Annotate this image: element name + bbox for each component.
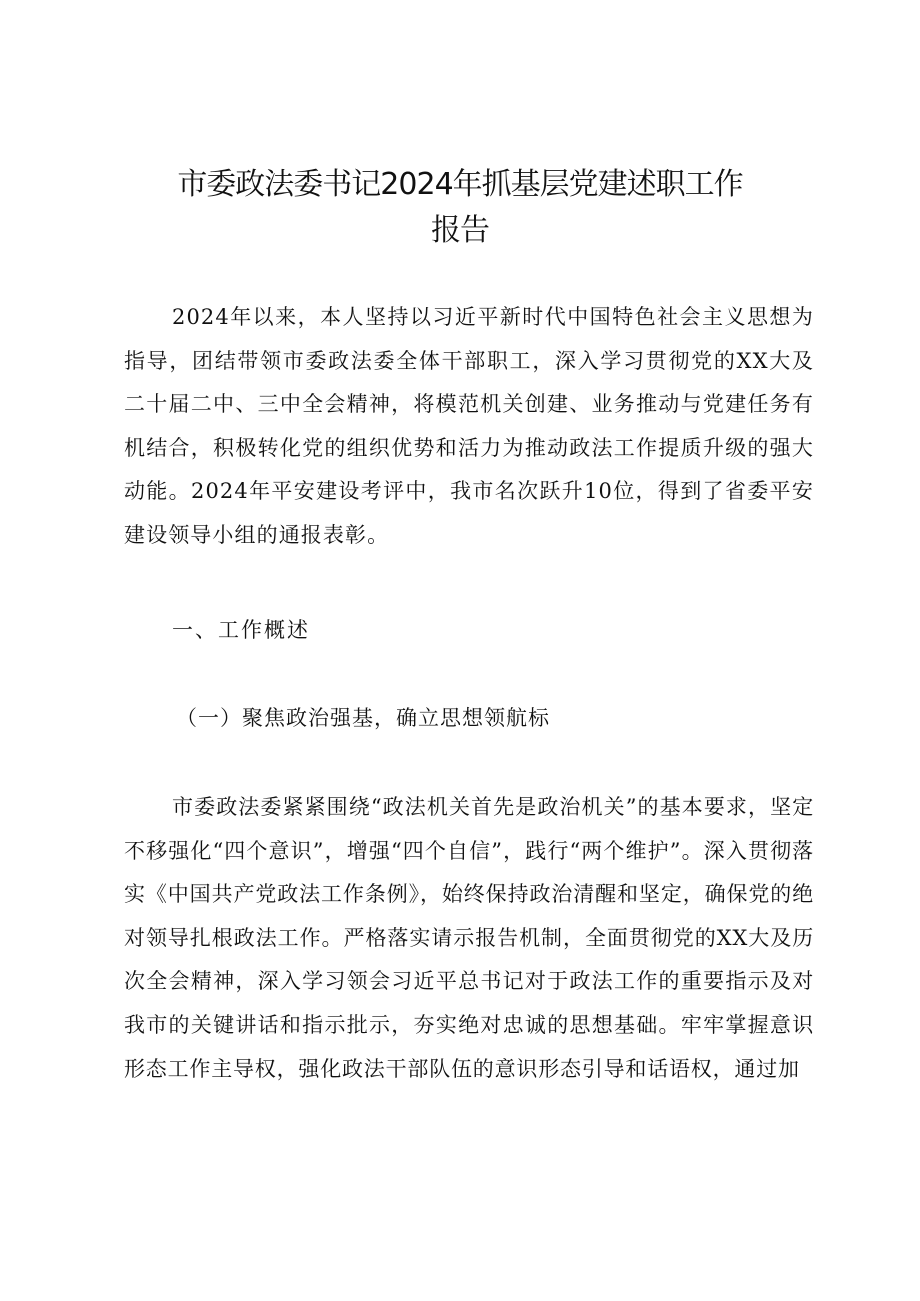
subsection-paragraph: 市委政法委紧紧围绕“政法机关首先是政治机关”的基本要求，坚定不移强化“四个意识”，增强“四个自信”，践行“两个维护”。深入贯彻落实《中国共产党政法工作条例》，始终保持政治清醒和坚定，确保党的绝对领导扎根政法工作。严格落实请示报告机制，全面贯彻党的XX大及历次全会精神，深入学习领会习近平总书记对于政法工作的重要指示及对我市的关键讲话和指示批示，夯实绝对忠诚的思想基础。牢牢掌握意识形态工作主导权，强化政法干部队伍的意识形态引导和话语权，通过加 bbox=[124, 795, 814, 1081]
document-title-line-2: 报告 bbox=[431, 213, 489, 248]
document-title-line-1: 市委政法委书记2024年抓基层党建述职工作 bbox=[177, 167, 743, 202]
intro-paragraph: 2024年以来，本人坚持以习近平新时代中国特色社会主义思想为指导，团结带领市委政法委全体干部职工，深入学习贯彻党的XX大及二十届二中、三中全会精神，将模范机关创建、业务推动与党建任务有机结合，积极转化党的组织优势和活力为推动政法工作提质升级的强大动能。2024年平安建设考评中，我市名次跃升10位，得到了省委平安建设领导小组的通报表彰。 bbox=[124, 305, 814, 547]
section-heading: 一、工作概述 bbox=[172, 618, 310, 642]
subsection-heading: （一）聚焦政治强基，确立思想领航标 bbox=[176, 706, 550, 730]
